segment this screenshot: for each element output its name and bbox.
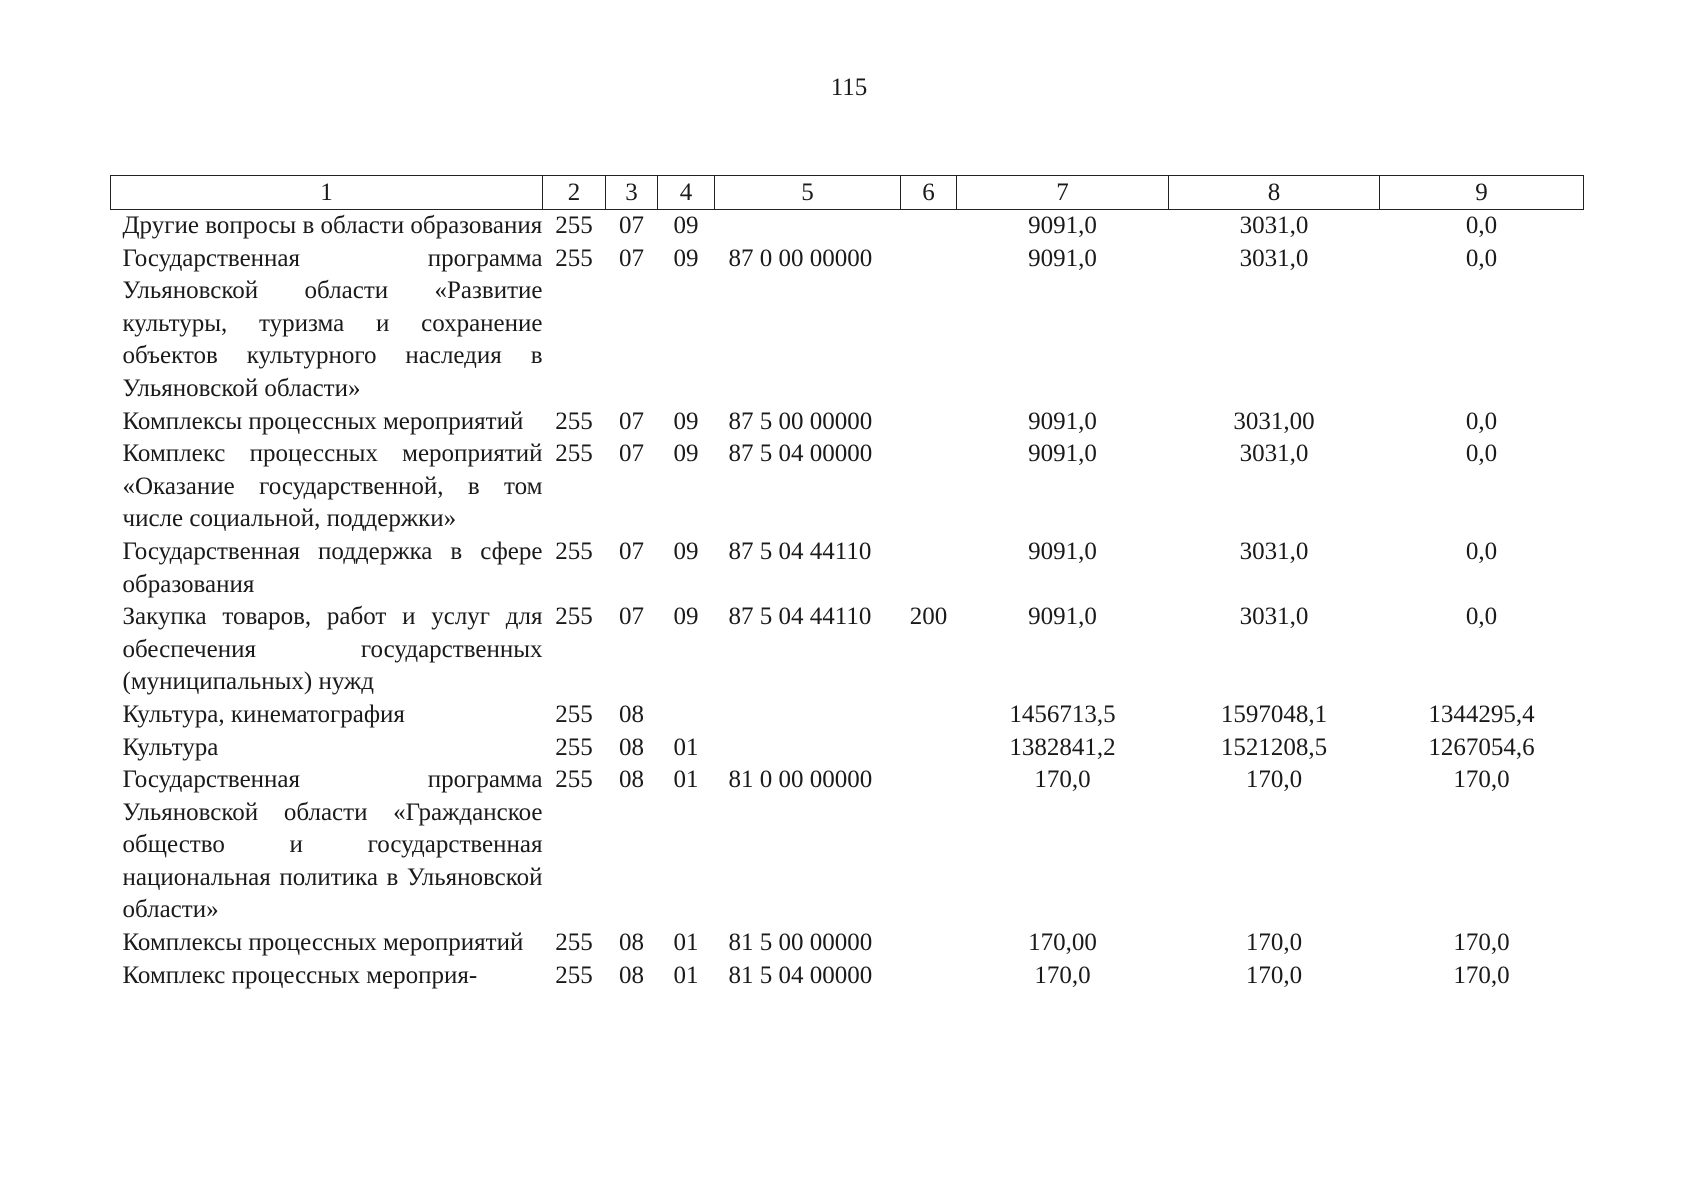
cell-amount-8: 3031,00 — [1233, 407, 1315, 435]
cell-code-subsection: 09 — [673, 244, 699, 272]
row-name: Комплекс процессных мероприя- — [122, 961, 478, 989]
cell-code-ministry: 255 — [555, 407, 593, 435]
table-header — [111, 176, 1584, 210]
cell-code-expense-type: 200 — [909, 603, 948, 631]
cell-code-expense-type — [901, 764, 957, 927]
table-row — [111, 601, 1584, 699]
cell-code-ministry: 255 — [555, 929, 593, 957]
cell-amount-8: 3031,0 — [1239, 244, 1309, 272]
cell-amount-9: 1344295,4 — [1428, 700, 1535, 728]
table-row — [111, 536, 1584, 601]
budget-table — [110, 175, 1584, 992]
column-header-1: 1 — [111, 176, 543, 210]
cell-code-target: 87 5 04 00000 — [728, 440, 873, 468]
cell-code-section: 07 — [619, 212, 644, 239]
column-header-2: 2 — [543, 176, 606, 210]
cell-code-expense-type — [901, 927, 957, 960]
cell-code-ministry: 255 — [555, 961, 593, 989]
cell-amount-7: 9091,0 — [1028, 440, 1097, 468]
cell-amount-8: 170,0 — [1245, 961, 1303, 989]
cell-code-target — [715, 699, 901, 732]
cell-code-subsection: 09 — [673, 440, 699, 468]
cell-amount-7: 170,00 — [1028, 929, 1097, 957]
cell-amount-7: 1382841,2 — [1009, 733, 1116, 761]
cell-code-expense-type — [901, 210, 957, 243]
cell-code-target: 87 5 04 44110 — [728, 603, 872, 631]
table-body — [111, 210, 1584, 993]
table-row — [111, 438, 1584, 536]
cell-code-expense-type — [901, 732, 957, 765]
row-name: Культура — [122, 733, 219, 761]
page-number: 115 — [830, 74, 868, 101]
cell-code-ministry: 255 — [555, 603, 593, 631]
column-header-7: 7 — [957, 176, 1169, 210]
cell-code-ministry: 255 — [555, 537, 593, 565]
cell-code-subsection: 09 — [673, 407, 699, 435]
table-row — [111, 210, 1584, 243]
column-header-9: 9 — [1380, 176, 1584, 210]
cell-code-subsection: 09 — [673, 537, 699, 565]
cell-code-expense-type — [901, 243, 957, 406]
cell-code-ministry: 255 — [555, 700, 593, 728]
row-name: Комплекс процессных мероприятий «Оказание государственной, в том числе социальной, поддержки» — [122, 440, 543, 533]
cell-code-section: 07 — [619, 603, 644, 631]
cell-code-ministry: 255 — [555, 212, 593, 239]
cell-amount-9: 0,0 — [1465, 407, 1498, 435]
table-row — [111, 927, 1584, 960]
row-name: Государственная программа Ульяновской области «Гражданское общество и государственная национальная политика в Ульяновской области» — [122, 766, 543, 924]
cell-amount-9: 1267054,6 — [1428, 733, 1535, 761]
cell-code-expense-type — [901, 438, 957, 536]
cell-code-expense-type — [901, 536, 957, 601]
cell-code-ministry: 255 — [555, 440, 593, 468]
cell-code-section: 08 — [619, 929, 644, 957]
cell-code-expense-type — [901, 406, 957, 439]
cell-code-section: 07 — [619, 537, 644, 565]
cell-code-subsection: 01 — [673, 961, 699, 989]
cell-code-section: 08 — [619, 766, 644, 794]
cell-code-section: 08 — [619, 700, 644, 728]
cell-amount-9: 170,0 — [1453, 929, 1510, 957]
cell-code-subsection: 01 — [673, 733, 699, 761]
cell-code-target — [715, 210, 901, 243]
cell-code-subsection: 09 — [673, 603, 699, 631]
cell-amount-7: 170,0 — [1034, 961, 1091, 989]
row-name: Государственная программа Ульяновской области «Развитие культуры, туризма и сохранение объектов культурного наследия в Ульяновской области» — [122, 244, 543, 402]
cell-code-expense-type — [901, 960, 957, 993]
cell-amount-9: 170,0 — [1453, 766, 1510, 794]
cell-code-subsection: 09 — [673, 212, 699, 239]
cell-code-ministry: 255 — [555, 733, 593, 761]
cell-amount-8: 3031,0 — [1239, 603, 1309, 631]
cell-code-ministry: 255 — [555, 244, 593, 272]
cell-amount-9: 0,0 — [1465, 440, 1498, 468]
row-name: Комплексы процессных мероприятий — [122, 929, 524, 957]
column-header-3: 3 — [606, 176, 658, 210]
row-name: Закупка товаров, работ и услуг для обеспечения государственных (муниципальных) нужд — [122, 603, 543, 696]
row-name: Государственная поддержка в сфере образования — [122, 537, 543, 598]
column-header-8: 8 — [1169, 176, 1380, 210]
cell-amount-8: 170,0 — [1245, 929, 1303, 957]
table-row — [111, 960, 1584, 993]
table-row — [111, 764, 1584, 927]
cell-code-section: 07 — [619, 440, 644, 468]
cell-code-section: 08 — [619, 733, 644, 761]
table-row — [111, 732, 1584, 765]
cell-amount-7: 9091,0 — [1028, 244, 1097, 272]
cell-code-target: 81 5 00 00000 — [728, 929, 873, 957]
row-name: Культура, кинематография — [122, 700, 405, 728]
cell-amount-9: 0,0 — [1465, 603, 1498, 631]
cell-amount-7: 9091,0 — [1028, 603, 1097, 631]
cell-code-section: 07 — [619, 407, 644, 435]
row-name: Другие вопросы в области образования — [122, 212, 543, 239]
cell-amount-8: 3031,0 — [1239, 440, 1309, 468]
cell-amount-7: 1456713,5 — [1009, 700, 1116, 728]
cell-code-target: 87 0 00 00000 — [728, 244, 873, 272]
table-row — [111, 406, 1584, 439]
cell-amount-9: 0,0 — [1465, 244, 1498, 272]
cell-amount-7: 9091,0 — [1028, 537, 1097, 565]
cell-amount-8: 3031,0 — [1239, 212, 1309, 239]
header-row — [111, 176, 1584, 210]
cell-amount-7: 9091,0 — [1028, 212, 1097, 239]
cell-amount-7: 9091,0 — [1028, 407, 1097, 435]
cell-code-ministry: 255 — [555, 766, 593, 794]
table-row — [111, 699, 1584, 732]
cell-code-target — [715, 732, 901, 765]
cell-code-subsection: 01 — [673, 929, 699, 957]
cell-code-target: 87 5 00 00000 — [728, 407, 873, 435]
cell-code-section: 07 — [619, 244, 644, 272]
cell-code-subsection — [658, 699, 715, 732]
cell-code-target: 81 5 04 00000 — [728, 961, 873, 989]
cell-amount-9: 170,0 — [1453, 961, 1510, 989]
cell-amount-8: 1521208,5 — [1220, 733, 1328, 761]
cell-amount-8: 170,0 — [1245, 766, 1303, 794]
row-name: Комплексы процессных мероприятий — [122, 407, 524, 435]
cell-code-expense-type — [901, 699, 957, 732]
table-row — [111, 243, 1584, 406]
cell-amount-8: 1597048,1 — [1220, 700, 1328, 728]
cell-code-target: 81 0 00 00000 — [728, 766, 873, 794]
cell-code-target: 87 5 04 44110 — [728, 537, 872, 565]
column-header-6: 6 — [901, 176, 957, 210]
column-header-5: 5 — [715, 176, 901, 210]
cell-amount-9: 0,0 — [1465, 212, 1498, 239]
cell-code-subsection: 01 — [673, 766, 699, 794]
cell-amount-9: 0,0 — [1465, 537, 1498, 565]
cell-code-section: 08 — [619, 961, 644, 989]
cell-amount-7: 170,0 — [1034, 766, 1091, 794]
column-header-4: 4 — [658, 176, 715, 210]
cell-amount-8: 3031,0 — [1239, 537, 1309, 565]
